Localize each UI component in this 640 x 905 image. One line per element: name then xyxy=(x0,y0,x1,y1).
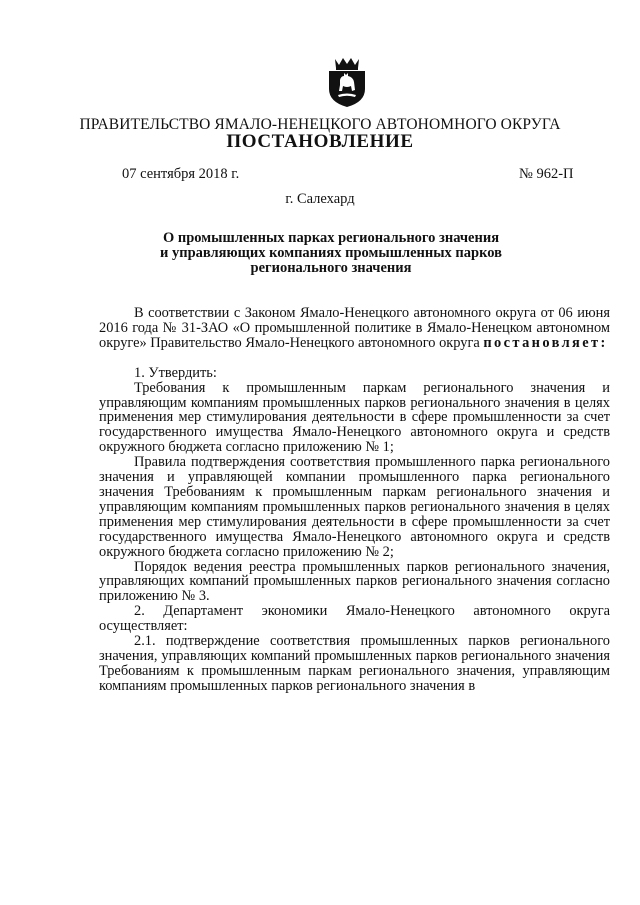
document-city: г. Салехард xyxy=(285,191,355,207)
document-type: ПОСТАНОВЛЕНИЕ xyxy=(226,131,414,152)
intro-paragraph xyxy=(99,306,610,351)
document-title xyxy=(150,231,512,276)
government-name: ПРАВИТЕЛЬСТВО ЯМАЛО-НЕНЕЦКОГО АВТОНОМНОГО ОКРУГА xyxy=(79,116,561,133)
title-line: и управляющих компаниях промышленных парков xyxy=(160,245,502,261)
document-date: 07 сентября 2018 г. xyxy=(122,166,240,182)
title-line: О промышленных парках регионального значения xyxy=(162,230,500,246)
item-1-paragraph-3: Порядок ведения реестра промышленных парков регионального значения, управляющих компаний промышленных парков регионального значения согласно приложению № 3. xyxy=(99,558,610,605)
coat-of-arms-icon xyxy=(326,56,368,108)
item-1-heading: 1. Утвердить: xyxy=(134,364,217,381)
resolution-keyword: постановляет: xyxy=(483,334,608,351)
title-line: регионального значения xyxy=(250,260,412,276)
item-1-paragraph-1: Требования к промышленным паркам регионального значения и управляющим компаниям промышленных парков регионального значения в целях применения мер стимулирования деятельности в сфере промышленности за счет государственного имущества Ямало-Ненецкого автономного округа и средств окружного бюджета согласно приложению № 1; xyxy=(99,379,610,456)
document-number: № 962-П xyxy=(519,166,574,182)
item-2-1-paragraph: 2.1. подтверждение соответствия промышленных парков регионального значения, управляющих компаний промышленных парков регионального значения Требованиям к промышленным паркам регионального значения, управляющим компаниям промышленных парков регионального значения в xyxy=(99,633,610,694)
document-body xyxy=(99,306,610,694)
intro-text: В соответствии с Законом Ямало-Ненецкого автономного округа от 06 июня 2016 года № 31-ЗАО «О промышленной политике в Ямало-Ненецком автономном округе» Правительство Ямало-Ненецкого автономного округа xyxy=(99,305,610,351)
item-2-heading: 2. Департамент экономики Ямало-Ненецкого автономного округа осуществляет: xyxy=(99,603,610,635)
item-1-paragraph-2: Правила подтверждения соответствия промышленного парка регионального значения и управляющей компании промышленного парка регионального значения Требованиям к промышленным паркам регионального значения и управляющим компаниям промышленных парков регионального значения в целях применения мер стимулирования деятельности в сфере промышленности за счет государственного имущества Ямало-Ненецкого автономного округа и средств окружного бюджета согласно приложению № 2; xyxy=(99,454,610,560)
